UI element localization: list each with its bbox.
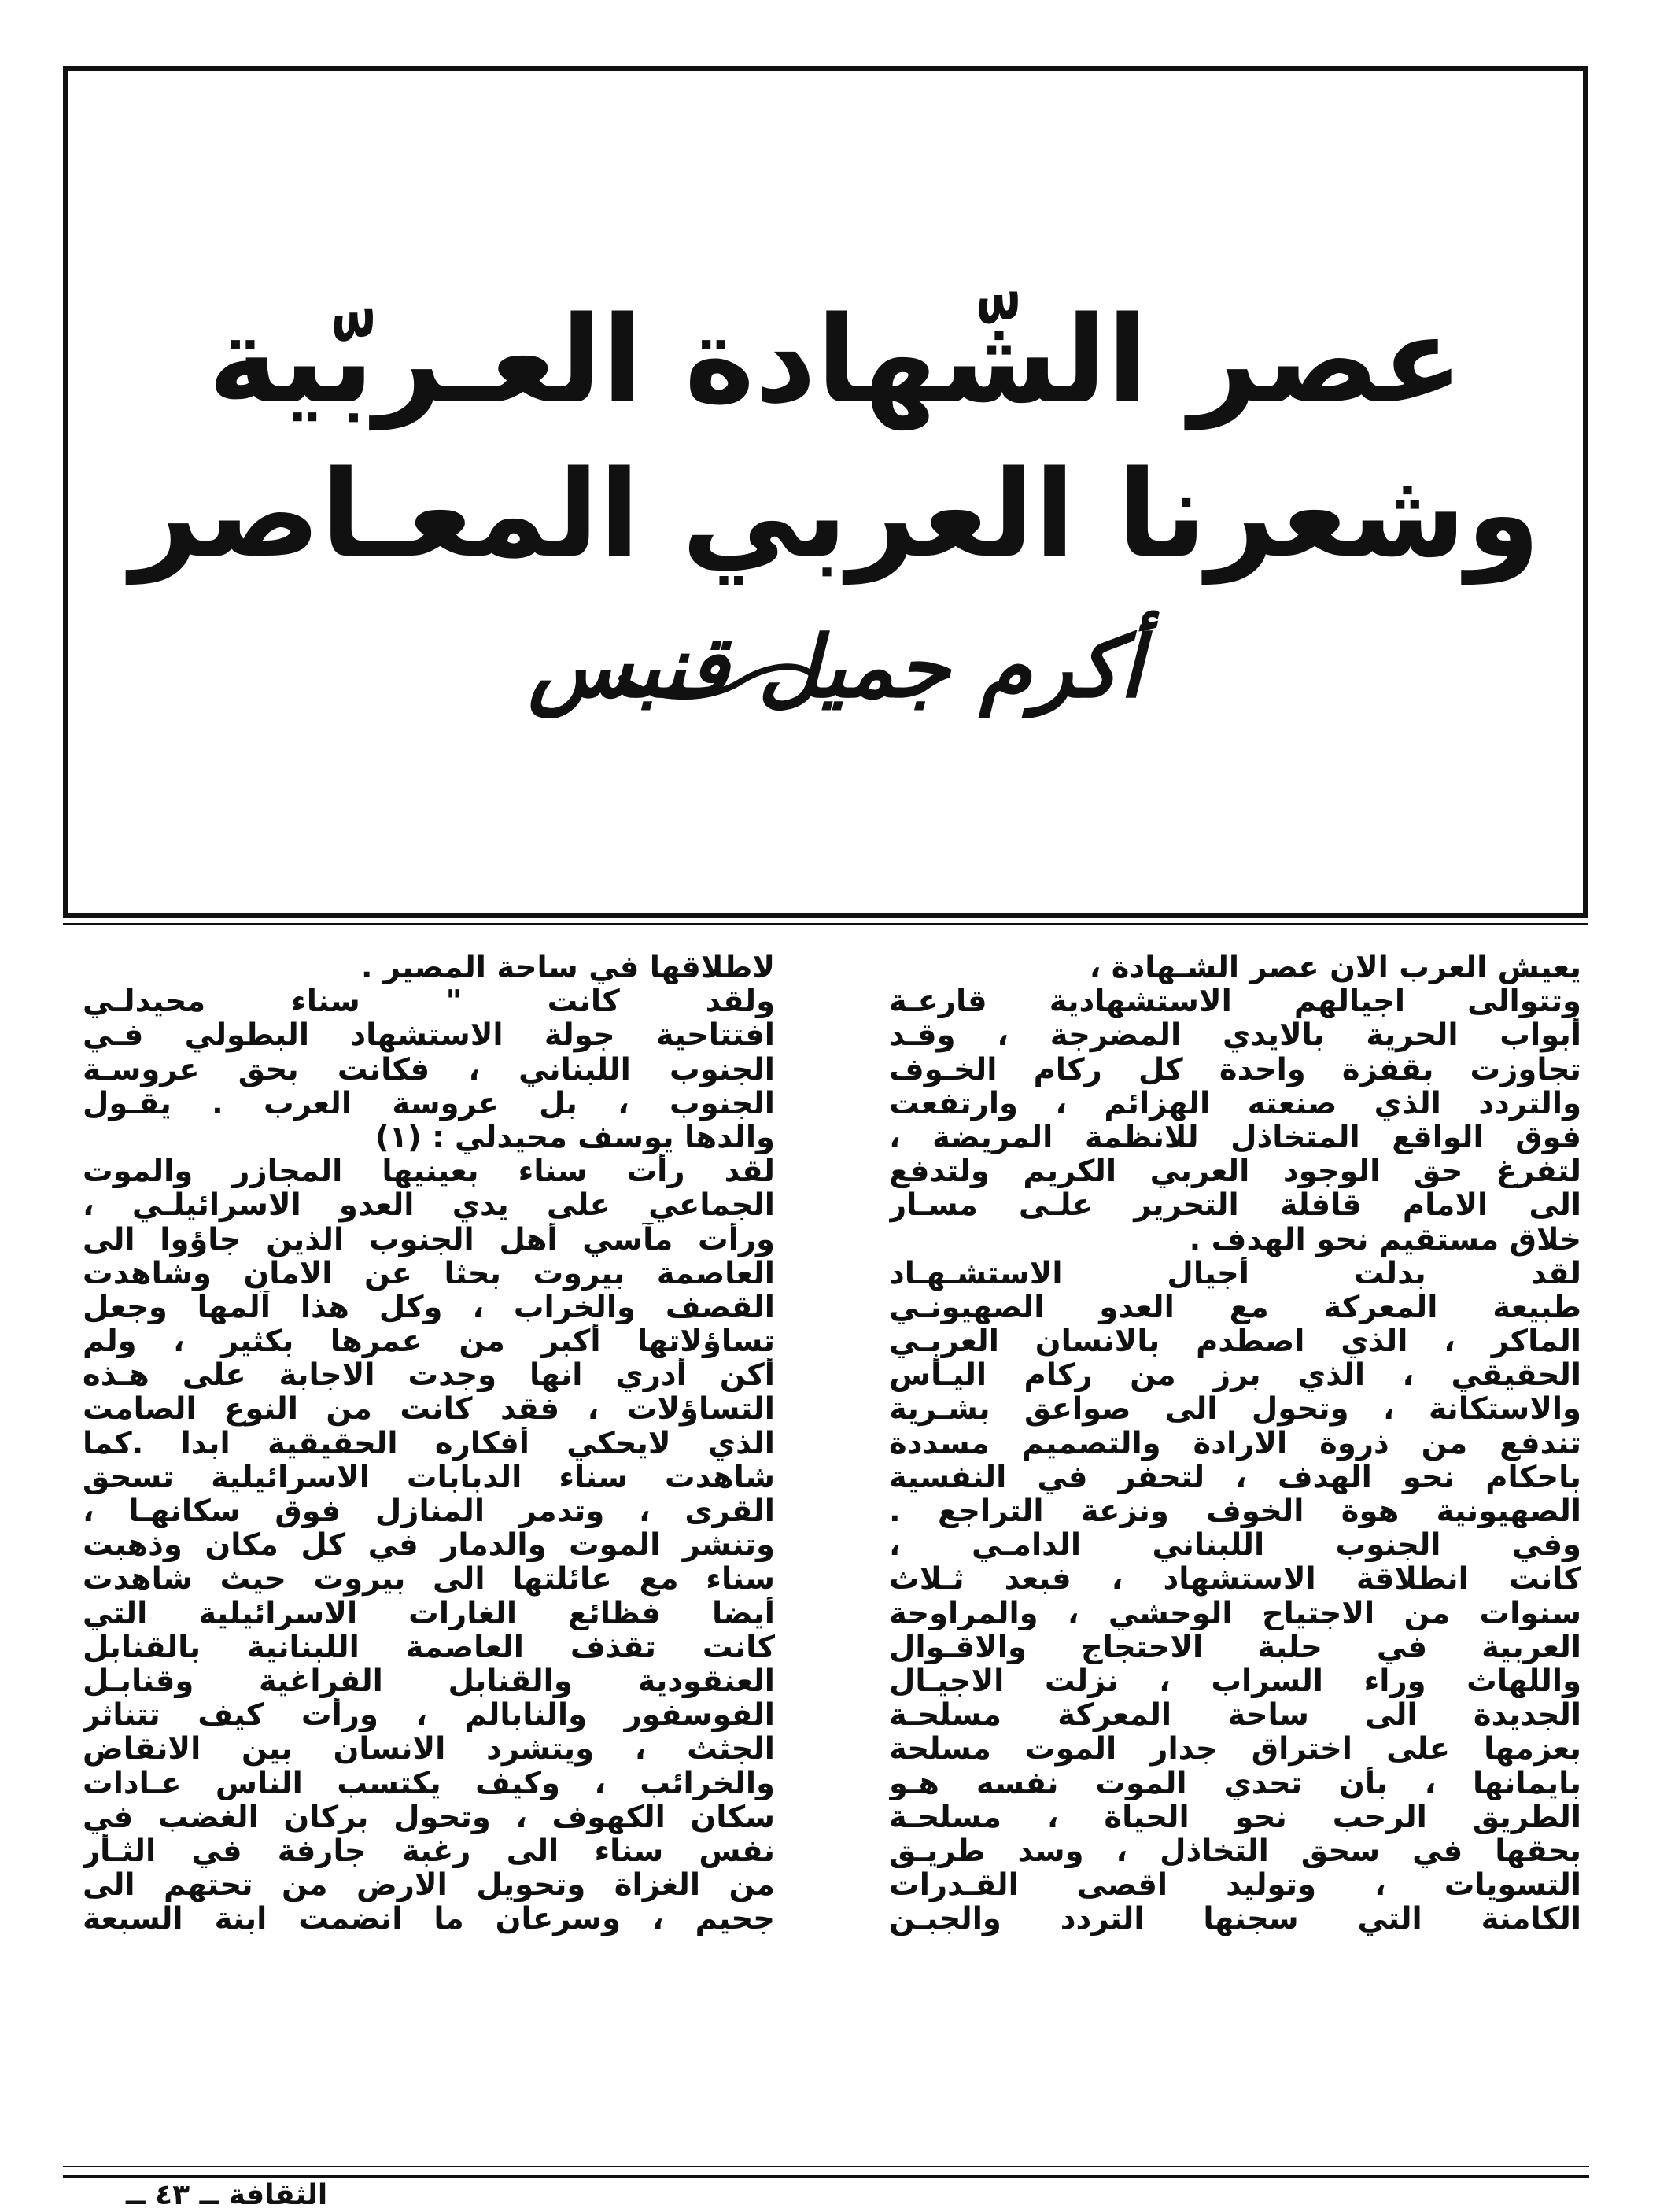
text-line: سنوات من الاجتياح الوحشي ، والمراوحة [889, 1596, 1581, 1630]
text-line: العربية في حلبة الاحتجاج والاقـوال [889, 1630, 1581, 1664]
text-line: وتتوالى اجيالهم الاستشهادية قارعـة [889, 984, 1581, 1019]
text-line: ورأت مآسي أهل الجنوب الذين جاؤوا الى [83, 1222, 775, 1257]
text-line: الماكر ، الذي اصطدم بالانسان العربـي [889, 1324, 1581, 1359]
signature-swash-icon [614, 655, 818, 702]
text-line: يعيش العرب الان عصر الشـهادة ، [1089, 951, 1581, 985]
text-line: لقد رأت سناء بعينيها المجازر والموت [83, 1154, 775, 1189]
text-line: كانت انطلاقة الاستشهاد ، فبعد ثـلاث [889, 1562, 1581, 1597]
text-line: بايمانها ، بأن تحدي الموت نفسه هـو [889, 1766, 1581, 1800]
text-line: تساؤلاتها أكبر من عمرها بكثير ، ولم [83, 1324, 775, 1359]
text-line: فوق الواقع المتخاذل للانظمة المريضة ، [889, 1120, 1581, 1155]
text-line: الطريق الرحب نحو الحياة ، مسلحـة [889, 1800, 1581, 1834]
title-frame-bottom-rule [63, 923, 1588, 925]
text-line: جحيم ، وسرعان ما انضمت ابنة السبعة [83, 1902, 775, 1937]
text-line: التسويات ، وتوليد اقصى القـدرات [889, 1868, 1581, 1903]
text-line: واللهاث وراء السراب ، نزلت الاجيـال [889, 1664, 1581, 1699]
article-column-left [83, 951, 775, 1936]
text-line: وتنشر الموت والدمار في كل مكان وذهبت [83, 1528, 775, 1563]
text-line: أبواب الحرية بالايدي المضرجة ، وقـد [889, 1018, 1581, 1053]
text-line: باحكام نحو الهدف ، لتحفر في النفسية [889, 1460, 1581, 1494]
article-title-line-1: عصر الشّهادة العـربّية [208, 290, 1463, 430]
text-line: والخرائب ، وكيف يكتسب الناس عـادات [83, 1766, 775, 1800]
text-line: التساؤلات ، فقد كانت من النوع الصامت [83, 1392, 775, 1427]
text-line: لقد بدلت أجيال الاستشـهـاد [889, 1256, 1581, 1291]
text-line: العاصمة بيروت بحثا عن الامان وشاهدت [83, 1256, 775, 1291]
text-line: لاطلاقها في ساحة المصير . [360, 951, 775, 985]
text-line: الجنوب ، بل عروسة العرب . يقـول [83, 1086, 775, 1121]
text-line: كانت تقذف العاصمة اللبنانية بالقنابل [83, 1630, 775, 1664]
text-line: العنقودية والقنابل الفراغية وقنابـل [83, 1664, 775, 1699]
author-signature: أكرم جميل قنبس [528, 618, 1143, 717]
text-line: شاهدت سناء الدبابات الاسرائيلية تسحق [83, 1460, 775, 1494]
text-line: الصهيونية هوة الخوف ونزعة التراجع . [889, 1494, 1581, 1529]
text-line: الكامنة التي سجنها التردد والجبـن [889, 1902, 1581, 1937]
text-line: الجنوب اللبناني ، فكانت بحق عروسـة [83, 1052, 775, 1087]
article-title-line-2: وشعرنا العربي المعـاصر [130, 445, 1540, 584]
text-line: تجاوزت بقفزة واحدة كل ركام الخـوف [889, 1052, 1581, 1087]
footer-rule-thin [63, 2166, 1589, 2167]
text-line: الحقيقي ، الذي برز من ركام اليـأس [889, 1358, 1581, 1393]
title-block [118, 283, 1553, 722]
text-line: الذي لايحكي أفكاره الحقيقية ابدا .كما [83, 1426, 775, 1461]
article-column-right [889, 951, 1581, 1936]
text-line: بحقها في سحق التخاذل ، وسد طريـق [889, 1833, 1581, 1869]
text-line: خلاق مستقيم نحو الهدف . [1189, 1222, 1581, 1257]
text-line: سكان الكهوف ، وتحول بركان الغضب في [83, 1800, 775, 1834]
text-line: لتفرغ حق الوجود العربي الكريم ولتدفع [889, 1154, 1581, 1189]
text-line: أيضا فظائع الغارات الاسرائيلية التي [83, 1596, 775, 1630]
text-line: سناء مع عائلتها الى بيروت حيث شاهدت [83, 1562, 775, 1597]
footer-rule [63, 2175, 1589, 2178]
text-line: والدها يوسف محيدلي : (١) [375, 1120, 775, 1155]
text-line: ولقد كانت " سناء محيدلـي [83, 984, 775, 1019]
text-line: الجديدة الى ساحة المعركة مسلحـة [889, 1698, 1581, 1733]
text-line: والتردد الذي صنعته الهزائم ، وارتفعت [889, 1086, 1581, 1121]
text-line: الجثث ، ويتشرد الانسان بين الانقاض [83, 1732, 775, 1767]
text-line: نفس سناء الى رغبة جارفة في الثـأر [83, 1833, 775, 1869]
text-line: القصف والخراب ، وكل هذا آلمها وجعل [83, 1290, 775, 1325]
text-line: تندفع من ذروة الارادة والتصميم مسددة [889, 1426, 1581, 1461]
text-line: الجماعي على يدي العدو الاسرائيلـي ، [83, 1188, 775, 1223]
text-line: الى الامام قافلة التحرير علـى مسـار [889, 1188, 1581, 1223]
text-line: والاستكانة ، وتحول الى صواعق بشـرية [889, 1392, 1581, 1427]
text-line: أكن أدري انها وجدت الاجابة على هـذه [83, 1358, 775, 1393]
text-line: طبيعة المعركة مع العدو الصهيونـي [889, 1290, 1581, 1325]
text-line: الفوسفور والنابالم ، ورأت كيف تتناثر [83, 1698, 775, 1733]
text-line: وفي الجنوب اللبناني الدامـي ، [889, 1528, 1581, 1563]
text-line: القرى ، وتدمر المنازل فوق سكانهـا ، [83, 1494, 775, 1529]
text-line: افتتاحية جولة الاستشهاد البطولي فـي [83, 1018, 775, 1053]
page-footer: الثقافة ــ ٤٣ ــ [126, 2179, 328, 2211]
text-line: من الغزاة وتحويل الارض من تحتهم الى [83, 1868, 775, 1903]
text-line: بعزمها على اختراق جدار الموت مسلحة [889, 1732, 1581, 1767]
